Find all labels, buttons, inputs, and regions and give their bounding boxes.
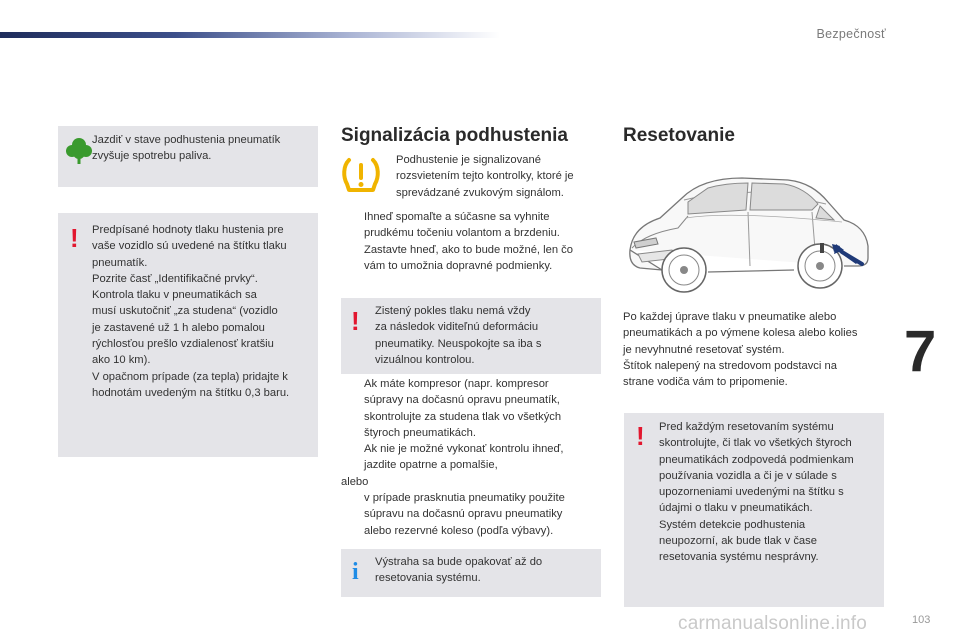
- warning-line: hodnotám uvedeným na štítku 0,3 baru.: [92, 386, 290, 399]
- list-line: jazdite opatrne a pomalšie,: [364, 459, 498, 472]
- warning-line: Kontrola tlaku v pneumatikách sa: [92, 289, 257, 302]
- warning-line: za následok viditeľnú deformáciu: [375, 321, 539, 334]
- list-item: [341, 242, 603, 275]
- eco-note-box: [58, 126, 318, 187]
- warning-exclamation-icon: !: [70, 223, 79, 253]
- list-line: Ihneď spomaľte a súčasne sa vyhnite: [364, 211, 550, 223]
- warning-line: Predpísané hodnoty tlaku hustenia pre: [92, 224, 284, 236]
- eco-note-text: Jazdiť v stave podhustenia pneumatík zvyšuje spotrebu paliva.: [92, 134, 281, 163]
- reset-paragraph: [623, 309, 887, 390]
- warning-exclamation-icon: !: [351, 306, 360, 336]
- chapter-number: 7: [904, 319, 937, 384]
- tire-pressure-warning-text: [92, 222, 318, 401]
- tree-eco-icon: [65, 136, 93, 166]
- list-item: [341, 490, 603, 539]
- warning-line: Zistený pokles tlaku nemá vždy: [375, 305, 531, 317]
- warning-line: skontrolujte, či tlak vo všetkých štyroch: [659, 437, 852, 450]
- intro-line: rozsvietením tejto kontrolky, ktoré je: [396, 170, 574, 183]
- list-item: [341, 376, 603, 474]
- underinflation-intro: [396, 152, 601, 201]
- warning-line: resetovania systému nesprávny.: [659, 551, 819, 564]
- compressor-instructions: [341, 376, 603, 539]
- list-line: v prípade prasknutia pneumatiky použite: [364, 492, 565, 505]
- warning-line: je zastavené už 1 h alebo pomalou: [92, 321, 265, 334]
- list-line: štyroch pneumatikách.: [364, 426, 476, 439]
- reset-line: Po každej úprave tlaku v pneumatike alebo: [623, 311, 837, 323]
- list-item: [341, 209, 603, 242]
- reset-line: strane vodiča vám to pripomenie.: [623, 376, 788, 389]
- reset-warning-text: [659, 419, 881, 566]
- reset-line: pneumatikách a po výmene kolesa alebo kolies: [623, 327, 858, 340]
- immediate-actions-list: [341, 209, 603, 274]
- visual-check-warning-box: [341, 298, 601, 374]
- car-illustration: [612, 158, 882, 298]
- tire-pressure-warning-box: [58, 213, 318, 457]
- list-line: prudkému točeniu volantom a brzdeniu.: [364, 227, 560, 240]
- warning-line: rýchlosťou prešlo vzdialenosť kratšiu: [92, 338, 274, 351]
- list-line: skontrolujte za studena tlak vo všetkých: [364, 410, 562, 423]
- visual-check-warning-text: [375, 303, 595, 368]
- list-line: alebo rezervné koleso (podľa výbavy).: [364, 524, 554, 537]
- warning-line: pneumatiky. Neuspokojte sa iba s: [375, 337, 542, 350]
- warning-exclamation-icon: !: [636, 421, 645, 451]
- warning-line: neupozorní, ak bude tlak v čase: [659, 535, 817, 548]
- list-line: súpravu na dočasnú opravu pneumatiky: [364, 508, 563, 521]
- warning-line: ako 10 km).: [92, 354, 151, 367]
- info-line: resetovania systému.: [375, 572, 481, 585]
- list-line: vám to umožnia dopravné podmienky.: [364, 259, 553, 272]
- warning-line: V opačnom prípade (za tepla) pridajte k: [92, 370, 288, 383]
- warning-line: Pred každým resetovaním systému: [659, 421, 834, 433]
- reset-line: Štítok nalepený na stredovom podstavci na: [623, 359, 837, 372]
- tire-pressure-warning-lamp-icon: [340, 157, 382, 195]
- warning-line: vizuálnou kontrolou.: [375, 353, 475, 366]
- warning-line: vaše vozidlo sú uvedené na štítku tlaku: [92, 240, 287, 253]
- info-line: Výstraha sa bude opakovať až do: [375, 556, 543, 568]
- list-line: Ak nie je možné vykonať kontrolu ihneď,: [364, 443, 564, 456]
- underinflation-heading: Signalizácia podhustenia: [341, 125, 568, 146]
- warning-line: údajmi o tlaku v pneumatikách.: [659, 502, 813, 515]
- intro-line: Podhustenie je signalizované: [396, 154, 541, 166]
- warning-line: Systém detekcie podhustenia: [659, 518, 806, 531]
- watermark: carmanualsonline.info: [678, 613, 868, 634]
- intro-line: sprevádzané zvukovým signálom.: [396, 186, 564, 199]
- list-line: súpravy na dočasnú opravu pneumatík,: [364, 394, 560, 407]
- reset-heading: Resetovanie: [623, 125, 735, 146]
- header-gradient-bar: [0, 32, 500, 38]
- reset-warning-box: [624, 413, 884, 607]
- info-icon: i: [352, 559, 359, 585]
- reset-line: je nevyhnutné resetovať systém.: [623, 343, 785, 356]
- list-line: Ak máte kompresor (napr. kompresor: [364, 378, 549, 390]
- warning-line: používania vozidla a či je v súlade s: [659, 469, 837, 482]
- warning-line: Pozrite časť „Identifikačné prvky“.: [92, 272, 258, 285]
- repeat-alert-info-text: [375, 554, 595, 587]
- warning-line: pneumatikách zodpovedá podmienkam: [659, 453, 854, 466]
- warning-line: upozorneniami uvedenými na štítku s: [659, 486, 844, 499]
- warning-line: pneumatík.: [92, 256, 148, 269]
- section-title: Bezpečnosť: [816, 27, 886, 41]
- warning-line: musí uskutočniť „za studena“ (vozidlo: [92, 305, 278, 318]
- page-number: 103: [912, 614, 931, 626]
- list-line: Zastavte hneď, ako to bude možné, len čo: [364, 243, 574, 256]
- repeat-alert-info-box: [341, 549, 601, 597]
- alebo-text: alebo: [341, 475, 369, 488]
